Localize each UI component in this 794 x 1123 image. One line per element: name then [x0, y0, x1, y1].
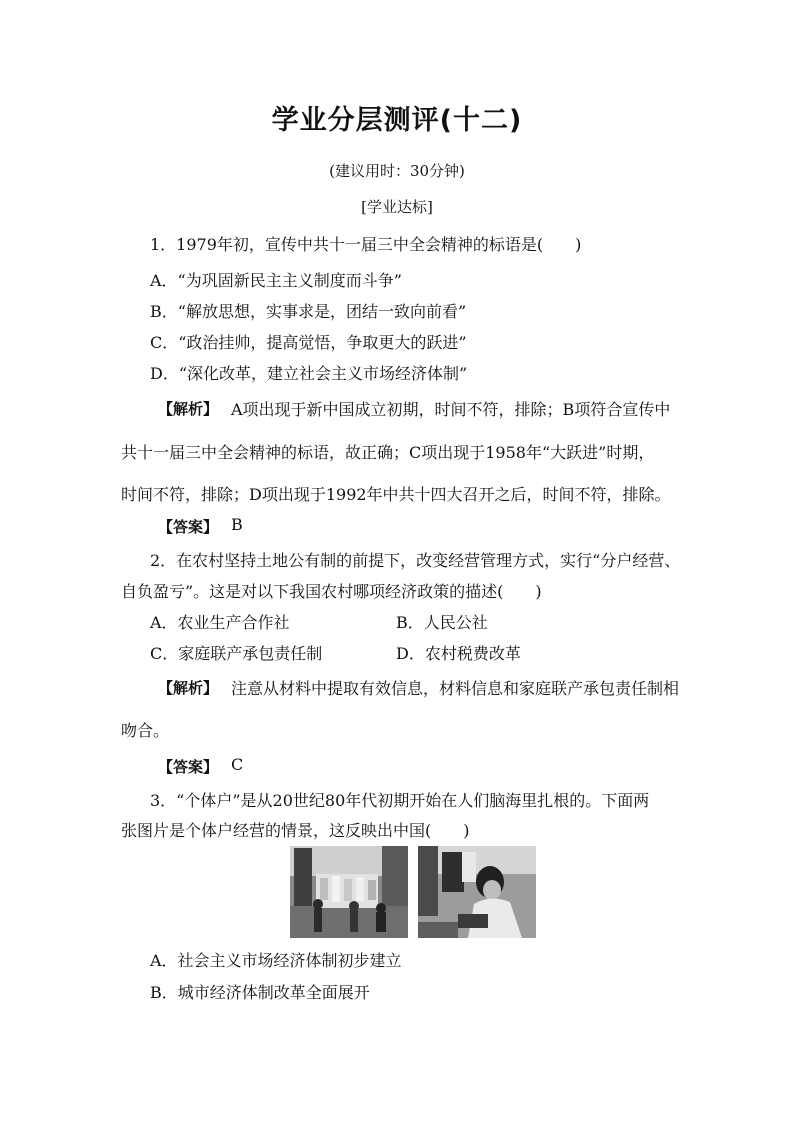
- q2-analysis-line-2: 吻合。: [121, 721, 170, 740]
- time-hint: (建议用时：30分钟): [329, 162, 465, 180]
- q1-analysis-label: 【解析】: [158, 400, 219, 418]
- q2-analysis-line-1: 注意从材料中提取有效信息，材料信息和家庭联产承包责任制相: [231, 679, 680, 698]
- q2-stem-line-1: 2．在农村坚持土地公有制的前提下，改变经营管理方式，实行“分户经营、: [150, 551, 681, 570]
- street-vendor-photo: [290, 846, 408, 938]
- q2-answer: C: [231, 755, 244, 774]
- page-title: 学业分层测评(十二): [271, 105, 523, 136]
- q3-stem-line-2: 张图片是个体户经营的情景，这反映出中国( ): [121, 821, 470, 840]
- q2-option-b: B．人民公社: [396, 613, 488, 632]
- q1-option-b: B．“解放思想，实事求是，团结一致向前看”: [150, 302, 467, 321]
- q2-answer-label: 【答案】: [158, 758, 219, 776]
- q1-analysis-line-3: 时间不符，排除；D项出现于1992年中共十四大召开之后，时间不符，排除。: [121, 485, 671, 504]
- q2-option-a: A．农业生产合作社: [150, 613, 290, 632]
- q1-analysis-line-1: A项出现于新中国成立初期，时间不符，排除；B项符合宣传中: [231, 400, 671, 419]
- q2-option-d: D．农村税费改革: [396, 644, 521, 663]
- q1-option-c: C．“政治挂帅，提高觉悟，争取更大的跃进”: [150, 333, 467, 352]
- q2-analysis-label: 【解析】: [158, 679, 219, 697]
- q1-option-d: D．“深化改革，建立社会主义市场经济体制”: [150, 364, 468, 383]
- q3-option-b: B．城市经济体制改革全面展开: [150, 983, 370, 1002]
- q3-option-a: A．社会主义市场经济体制初步建立: [150, 951, 402, 970]
- q2-option-c: C．家庭联产承包责任制: [150, 644, 323, 663]
- q3-stem-line-1: 3．“个体户”是从20世纪80年代初期开始在人们脑海里扎根的。下面两: [150, 791, 650, 810]
- q1-answer-label: 【答案】: [158, 518, 219, 536]
- q2-stem-line-2: 自负盈亏”。这是对以下我国农村哪项经济政策的描述( ): [121, 582, 542, 601]
- q1-analysis-line-2: 共十一届三中全会精神的标语，故正确；C项出现于1958年“大跃进”时期，: [121, 443, 655, 462]
- section-heading: [学业达标]: [361, 198, 433, 216]
- q1-answer: B: [231, 515, 243, 534]
- q1-stem: 1．1979年初，宣传中共十一届三中全会精神的标语是( ): [150, 235, 582, 254]
- repairman-photo: [418, 846, 536, 938]
- q1-option-a: A．“为巩固新民主主义制度而斗争”: [150, 271, 402, 290]
